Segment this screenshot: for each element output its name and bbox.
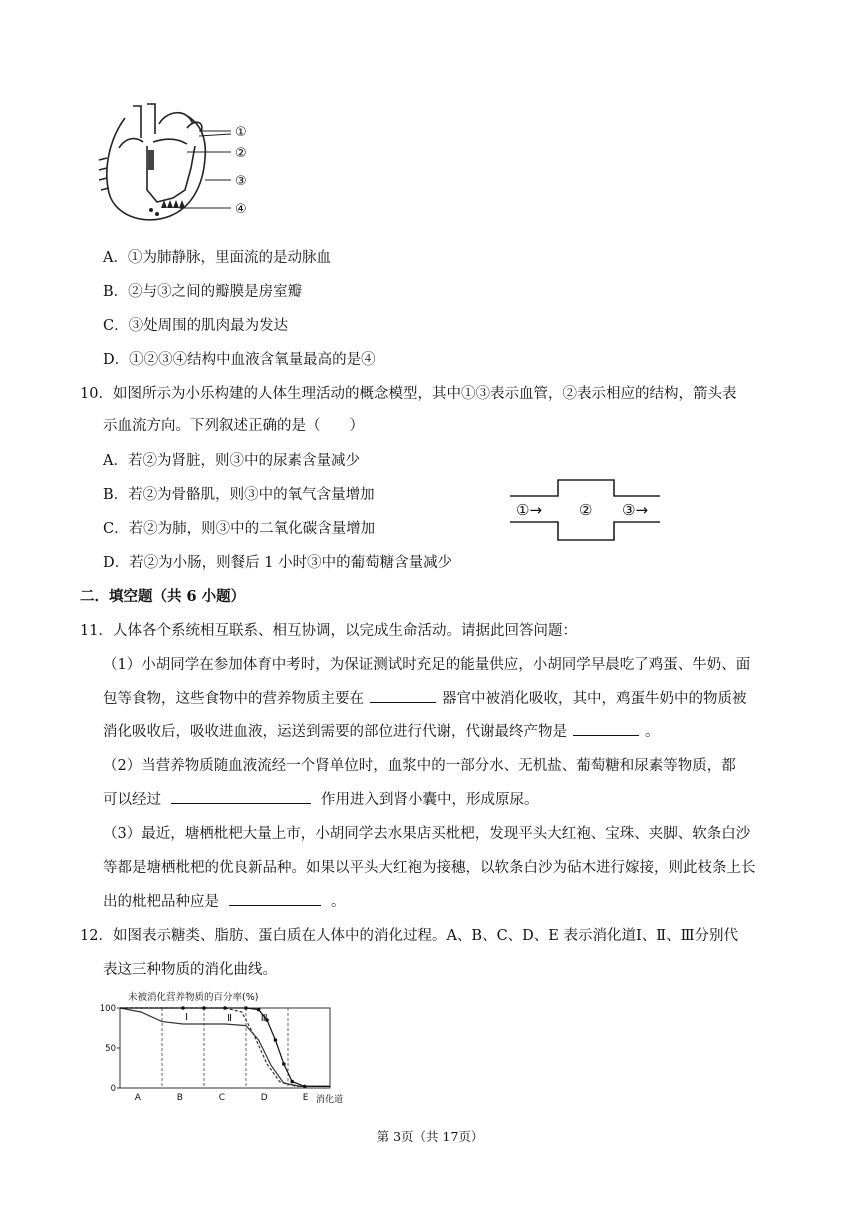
series-point: [244, 1006, 248, 1010]
series-point: [290, 1080, 294, 1084]
q9-option-d: D．①②③④结构中血液含氧量最高的是④: [103, 352, 376, 368]
q9-option-a: A．①为肺静脉，里面流的是动脉血: [103, 250, 331, 266]
series-point: [257, 1008, 261, 1012]
series-line-1: [120, 1008, 330, 1086]
series-point: [274, 1038, 278, 1042]
y-tick-label: 100: [100, 1004, 116, 1014]
q11-stem: 11．人体各个系统相互联系、相互协调，以完成生命活动。请据此回答问题：: [80, 623, 577, 639]
series-point: [202, 1006, 206, 1010]
q10-flow-diagram: [510, 478, 662, 542]
chart-title: 未被消化营养物质的百分率(%): [128, 992, 259, 1003]
q11-p1-line3-a: 消化吸收后，吸收进血液，运送到需要的部位进行代谢，代谢最终产物是: [103, 724, 567, 740]
q10-option-b: B．若②为骨骼肌，则③中的氧气含量增加: [103, 487, 375, 503]
series-label-1: Ⅰ: [185, 1012, 189, 1023]
heart-svg: [95, 98, 265, 238]
series-label-3: Ⅲ: [260, 1012, 268, 1024]
series-label-2: Ⅱ: [227, 1012, 233, 1024]
q12-stem-line1: 12．如图表示糖类、脂肪、蛋白质在人体中的消化过程。A、B、C、D、E 表示消化道Ⅰ、Ⅱ、Ⅲ分别代: [80, 928, 739, 944]
page-footer: 第 3页（共 17页）: [376, 1129, 484, 1144]
series-point: [223, 1006, 227, 1010]
flow-label-right: ③→: [622, 501, 649, 519]
q10-option-a: A．若②为肾脏，则③中的尿素含量减少: [103, 453, 360, 469]
q9-option-c: C．③处周围的肌肉最为发达: [103, 318, 289, 334]
section-title: 二．填空题（共 6 小题）: [80, 588, 246, 605]
chart-frame: [120, 1008, 330, 1088]
flow-label-center: ②: [579, 501, 593, 519]
q11-p1-line2-a: 包等食物，这些食物中的营养物质主要在: [103, 691, 364, 707]
q10-option-d: D．若②为小肠，则餐后 1 小时③中的葡萄糖含量减少: [103, 555, 453, 571]
x-axis-label: 消化道: [316, 1095, 344, 1105]
x-tick-label: D: [260, 1093, 268, 1103]
x-tick-label: E: [302, 1093, 309, 1103]
x-tick-label: C: [218, 1093, 225, 1103]
q11-p3-line3-a: 出的枇杷品种应是: [103, 894, 219, 910]
q11-p3-line2: 等都是塘栖枇杷的优良新品种。如果以平头大红袍为接穗，以软条白沙为砧木进行嫁接，则此枝条上长: [103, 860, 756, 876]
heart-label-3: ③: [235, 174, 247, 189]
q11-p3-line3: [103, 890, 346, 911]
series-line-3: [120, 1008, 330, 1086]
heart-diagram: [95, 98, 265, 238]
q11-p1-line3: [103, 720, 660, 741]
y-tick-label: 0: [110, 1084, 116, 1094]
y-tick-label: 50: [105, 1044, 116, 1054]
digestion-chart: [100, 988, 360, 1108]
flow-label-left: ①→: [516, 501, 543, 519]
q11-p1-line2-b: 器官中被消化吸收，其中，鸡蛋牛奶中的物质被: [442, 691, 747, 707]
q11-p2-line2-b: 作用进入到肾小囊中，形成原尿。: [321, 792, 539, 808]
q9-option-b: B．②与③之间的瓣膜是房室瓣: [103, 284, 303, 300]
q10-stem-line1: 10．如图所示为小乐构建的人体生理活动的概念模型，其中①③表示血管，②表示相应的结构，箭头表: [80, 386, 737, 402]
q11-p3-line1: （3）最近，塘栖枇杷大量上市，小胡同学去水果店买枇杷，发现平头大红袍、宝珠、夹脚、软条白沙: [103, 826, 751, 842]
q10-option-c: C．若②为肺，则③中的二氧化碳含量增加: [103, 521, 376, 537]
series-point: [303, 1085, 307, 1089]
q11-p2-line1: （2）当营养物质随血液流经一个肾单位时，血浆中的一部分水、无机盐、葡萄糖和尿素等物质，都: [103, 758, 736, 774]
series-point: [181, 1006, 185, 1010]
x-tick-label: A: [134, 1093, 141, 1103]
heart-label-1: ①: [235, 125, 247, 140]
answer-blank-product[interactable]: [573, 721, 639, 736]
answer-blank-organ[interactable]: [370, 688, 436, 703]
q11-p2-line2-a: 可以经过: [103, 792, 161, 808]
series-point: [282, 1062, 286, 1066]
heart-label-2: ②: [235, 146, 247, 161]
digestion-chart-svg: [100, 988, 360, 1108]
q11-p1-line1: （1）小胡同学在参加体育中考时，为保证测试时充足的能量供应，小胡同学早晨吃了鸡蛋、牛奶、面: [103, 657, 751, 673]
q10-stem-line2: 示血流方向。下列叙述正确的是（ ）: [103, 418, 364, 434]
series-line-2: [120, 1008, 330, 1086]
answer-blank-variety[interactable]: [229, 891, 321, 906]
q11-p1-line3-b: 。: [645, 724, 660, 740]
answer-blank-filtration[interactable]: [171, 789, 311, 804]
q11-p1-line2: [103, 687, 747, 708]
q11-p3-line3-b: 。: [331, 894, 346, 910]
q12-stem-line2: 表这三种物质的消化曲线。: [103, 962, 277, 978]
q11-p2-line2: [103, 788, 539, 809]
x-tick-label: B: [176, 1093, 183, 1103]
heart-label-4: ④: [235, 202, 247, 217]
